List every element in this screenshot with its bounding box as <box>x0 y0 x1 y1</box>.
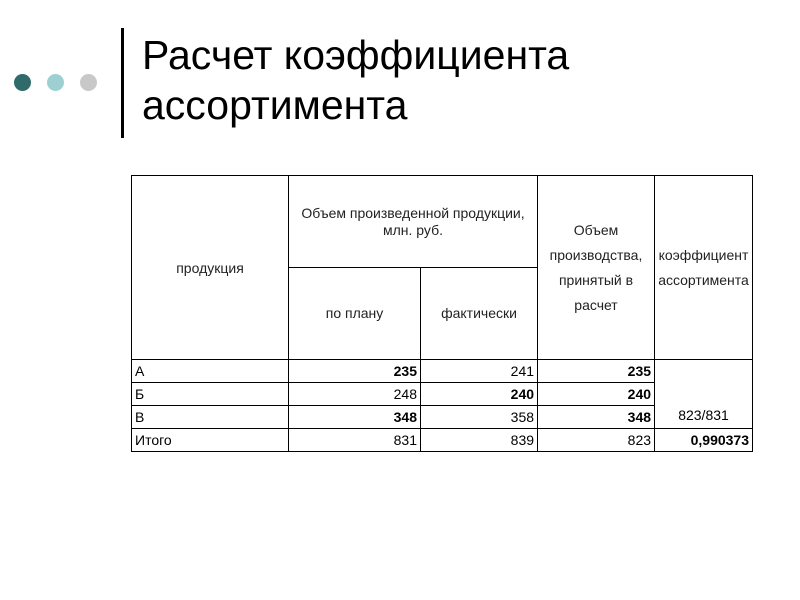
row-plan-value: 248 <box>289 383 421 406</box>
bullet-dot-grey <box>80 74 97 91</box>
header-accepted-volume: Объем производства, принятый в расчет <box>538 176 655 360</box>
bullet-dot-light <box>47 74 64 91</box>
total-actual-value: 839 <box>421 429 538 452</box>
coefficient-formula: 823/831 <box>655 360 753 429</box>
row-product-name: А <box>132 360 289 383</box>
row-actual-value: 241 <box>421 360 538 383</box>
row-plan-value: 235 <box>289 360 421 383</box>
slide-title <box>142 30 569 130</box>
total-label: Итого <box>132 429 289 452</box>
slide-title-line-2: ассортимента <box>142 82 408 128</box>
total-accepted-value: 823 <box>538 429 655 452</box>
slide-title-line-1: Расчет коэффициента <box>142 32 570 78</box>
total-plan-value: 831 <box>289 429 421 452</box>
row-accepted-value: 235 <box>538 360 655 383</box>
row-product-name: Б <box>132 383 289 406</box>
header-volume-group: Объем произведенной продукции, млн. руб. <box>289 176 538 268</box>
header-coefficient: коэффициент ассортимента <box>655 176 753 360</box>
row-actual-value: 240 <box>421 383 538 406</box>
coefficient-result: 0,990373 <box>655 429 753 452</box>
table-row <box>132 360 753 383</box>
row-product-name: В <box>132 406 289 429</box>
header-actual: фактически <box>421 268 538 360</box>
row-accepted-value: 348 <box>538 406 655 429</box>
header-product: продукция <box>132 176 289 360</box>
table-total-row <box>132 429 753 452</box>
row-plan-value: 348 <box>289 406 421 429</box>
assortment-table <box>131 175 753 452</box>
row-accepted-value: 240 <box>538 383 655 406</box>
bullet-dot-dark <box>14 74 31 91</box>
header-plan: по плану <box>289 268 421 360</box>
row-actual-value: 358 <box>421 406 538 429</box>
title-divider <box>121 28 124 138</box>
table-header-row <box>132 176 753 268</box>
